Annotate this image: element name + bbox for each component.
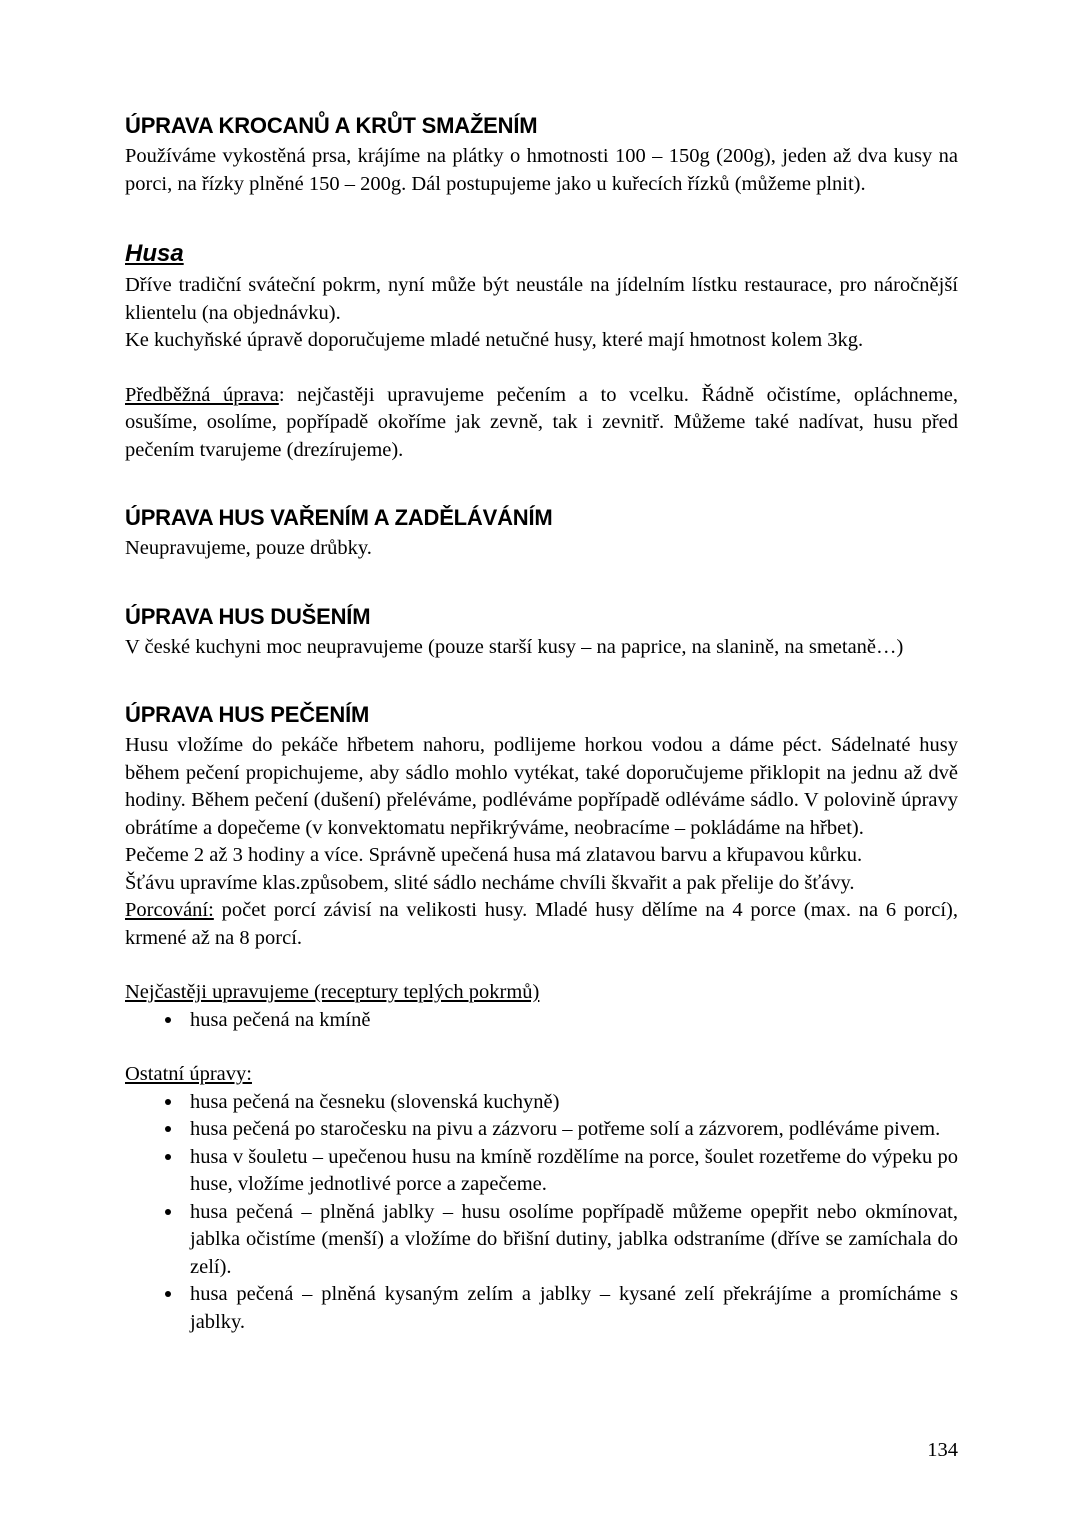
paragraph-dusenim: V české kuchyni moc neupravujeme (pouze starší kusy – na paprice, na slanině, na smetaně…)	[125, 635, 904, 658]
page-number: 134	[927, 1439, 958, 1461]
paragraph-pecenim-main: Husu vložíme do pekáče hřbetem nahoru, podlijeme horkou vodou a dáme péct. Sádelnaté husy během pečení propichujeme, aby sádlo mohlo vytékat, také doporučujeme přiklopit na jednu až dvě hodiny. Během pečení (dušení) přeléváme, podléváme popřípadě odléváme sádlo. V polovině úpravy obrátíme a dopečeme (v konvektomatu nepřikrýváme, neobracíme – pokládáme na hřbet).	[125, 734, 958, 839]
heading-uprava-krocanu-smazenim: ÚPRAVA KROCANŮ A KRŮT SMAŽENÍM	[125, 113, 538, 138]
list-item-label: husa v šouletu – upečenou husu na kmíně rozdělíme na porce, šoulet rozetřeme do výpeku po huse, vložíme jednotlivé porce a zapečeme.	[190, 1145, 958, 1195]
label-porcovani: Porcování:	[125, 899, 214, 921]
text-predbezna-uprava: : nejčastěji upravujeme pečením a to vcelku. Řádně očistíme, opláchneme, osušíme, osolíme, popřípadě okoříme jak zevně, tak i zevnitř. Můžeme také nadívat, husu před pečením tvarujeme (drezírujeme).	[125, 383, 958, 461]
heading-husa	[125, 240, 958, 268]
heading-uprava-hus-varenim: ÚPRAVA HUS VAŘENÍM A ZADĚLÁVÁNÍM	[125, 505, 553, 530]
list-item-label: husa pečená – plněná kysaným zelím a jablky – kysané zelí překrájíme a promícháme s jablky.	[190, 1283, 958, 1333]
list-item	[125, 1089, 958, 1117]
list-item	[125, 1116, 958, 1144]
list-item	[125, 1199, 958, 1282]
bullet-dot-icon	[165, 1291, 171, 1297]
paragraph-porcovani	[125, 897, 958, 952]
paragraph-pecenim-stava: Šťávu upravíme klas.způsobem, slité sádlo necháme chvíli škvařit a pak přelije do šťávy.	[125, 871, 855, 894]
heading-ostatni-upravy	[125, 1061, 958, 1089]
list-ostatni-upravy	[125, 1089, 958, 1337]
paragraph-husa-hmotnost: Ke kuchyňské úpravě doporučujeme mladé netučné husy, které mají hmotnost kolem 3kg.	[125, 329, 864, 351]
paragraph-husa-intro: Dříve tradiční sváteční pokrm, nyní může být neustále na jídelním lístku restaurace, pro náročnější klientelu (na objednávku).	[125, 274, 958, 324]
heading-uprava-hus-pecenim: ÚPRAVA HUS PEČENÍM	[125, 702, 370, 727]
label-ostatni-upravy: Ostatní úpravy:	[125, 1063, 252, 1085]
paragraph-predbezna-uprava	[125, 382, 958, 465]
list-item-label: husa pečená na česneku (slovenská kuchyně)	[190, 1090, 560, 1113]
paragraph-pecenim-doba: Pečeme 2 až 3 hodiny a více. Správně upečená husa má zlatavou barvu a křupavou kůrku.	[125, 844, 863, 866]
label-predbezna-uprava: Předběžná úprava	[125, 383, 279, 406]
list-item	[125, 1144, 958, 1199]
spacer	[125, 1034, 958, 1061]
heading-nejcasteji-upravujeme	[125, 979, 958, 1007]
heading-uprava-hus-dusenim: ÚPRAVA HUS DUŠENÍM	[125, 603, 371, 629]
bullet-dot-icon	[165, 1017, 171, 1023]
paragraph-smazenim: Používáme vykostěná prsa, krájíme na plátky o hmotnosti 100 – 150g (200g), jeden až dva kusy na porci, na řízky plněné 150 – 200g. Dál postupujeme jako u kuřecích řízků (můžeme plnit).	[125, 145, 958, 195]
list-item	[125, 1281, 958, 1336]
paragraph-varenim: Neupravujeme, pouze drůbky.	[125, 537, 372, 559]
label-nejcasteji-upravujeme: Nejčastěji upravujeme (receptury teplých pokrmů)	[125, 981, 540, 1003]
spacer	[125, 952, 958, 979]
page-content	[125, 112, 958, 1336]
bullet-dot-icon	[165, 1099, 171, 1105]
list-item	[125, 1007, 958, 1035]
heading-husa-label: Husa	[125, 240, 184, 267]
bullet-dot-icon	[165, 1154, 171, 1160]
list-nejcasteji-upravujeme	[125, 1007, 958, 1035]
bullet-dot-icon	[165, 1209, 171, 1215]
list-item-label: husa pečená – plněná jablky – husu osolíme popřípadě můžeme opepřit nebo okmínovat, jablka očistíme (menší) a vložíme do břišní dutiny, jablka odstraníme (dříve se zamíchala do zelí).	[190, 1200, 958, 1278]
list-item-label: husa pečená na kmíně	[190, 1008, 371, 1031]
list-item-label: husa pečená po staročesku na pivu a zázvoru – potřeme solí a zázvorem, podléváme pivem.	[190, 1118, 941, 1140]
text-porcovani: počet porcí závisí na velikosti husy. Mladé husy dělíme na 4 porce (max. na 6 porcí), krmené až na 8 porcí.	[125, 899, 958, 949]
bullet-dot-icon	[165, 1126, 171, 1132]
spacer	[125, 355, 958, 382]
